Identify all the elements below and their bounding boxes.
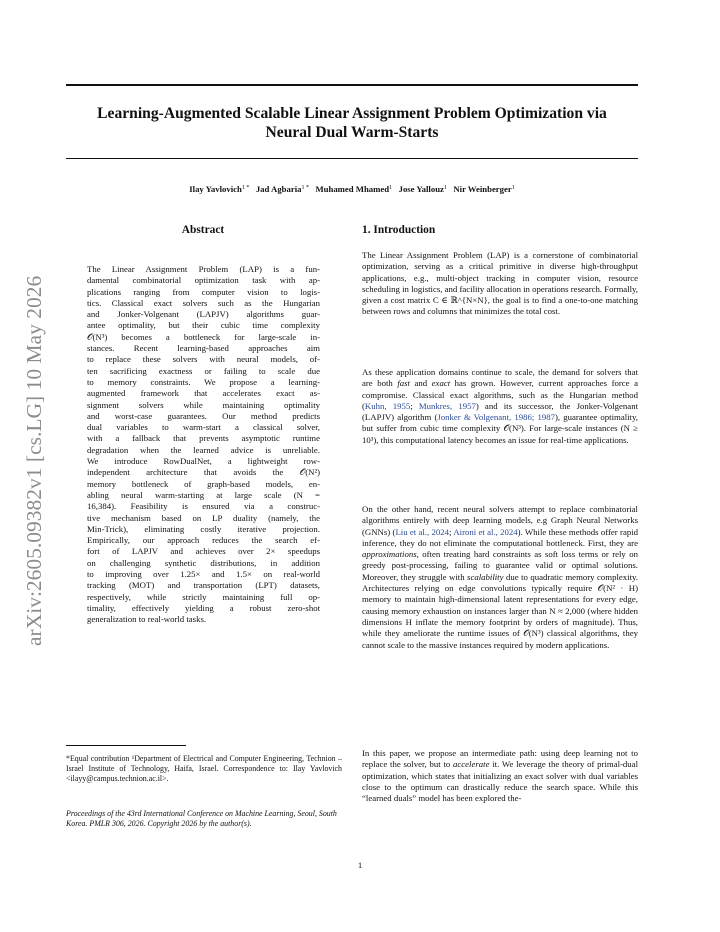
abstract-line: tive mechanism based on LP duality (namely, the [87, 512, 320, 523]
abstract-line: 𝒪(N³) becomes a bottleneck for large-scale in- [87, 331, 320, 342]
abstract-line: tics. Classical exact solvers such as the Hungarian [87, 297, 320, 308]
abstract-line: and worst-case guarantees. Our method predicts [87, 410, 320, 421]
abstract-line: antee optimality, but their cubic time complexity [87, 320, 320, 331]
abstract-line: and Jonker-Volgenant (LAPJV) algorithms guar- [87, 309, 320, 320]
intro-paragraph-4: In this paper, we propose an intermediate path: using deep learning not to replace the solver, but to accelerate it. We leverage the theory of primal-dual optimization, which states that initializing an exact solver with dual variables close to the optimum can drastically reduce the search space. While this “learned duals” model has been explored the- [362, 748, 638, 804]
intro-paragraph-2: As these application domains continue to scale, the demand for solvers that are both fast and exact has grown. However, current approaches force a compromise. Classical exact algorithms, such as the Hungarian method (Kuhn, 1955; Munkres, 1957) and its successor, the Jonker-Volgenant (LAPJV) algorithm (Jonker & Volgenant, 1986; 1987), guarantee optimality, but suffer from cubic time complexity 𝒪(N³). For large-scale instances (N ≥ 10³), this computational latency becomes an issue for real-time applications. [362, 367, 639, 445]
arxiv-id: arXiv:2605.09382v1 [cs.LG] 10 May 2026 [22, 275, 46, 646]
abstract-line: timality, effectively yielding a robust zero-shot [87, 602, 320, 613]
abstract-line: Min-Trick), eliminating costly iterative projection. [87, 523, 320, 534]
author: Ilay Yavlovich$^{1 *}$ [189, 184, 250, 194]
abstract-line: memory bottleneck of graph-based models, en- [87, 478, 320, 489]
citation-link[interactable]: Liu et al., 2024 [395, 526, 450, 537]
page-number: 1 [357, 860, 363, 870]
intro-paragraph-3: On the other hand, recent neural solvers attempt to replace combinatorial algorithms entirely with deep learning models, e.g Graph Neural Networks (GNNs) (Liu et al., 2024; Aironi et al., 2024). While these methods offer rapid inference, they do not eliminate the computational bottleneck. First, they are approximations, often treating hard constraints as soft loss terms or rely on greedy post-processing, failing to guarantee valid or optimal solutions. Moreover, they struggle with scalability due to quadratic memory complexity. Architectures relying on edge convolutions typically require 𝒪(N² · H) memory to maintain high-dimensional latent representations for every edge, causing memory exhaustion on instances larger than N ≈ 2,000 (where hidden dimensions H inflate the memory footprint by orders of magnitude). Thus, while they ameliorate the runtime issues of 𝒪(N³) classical algorithms, they cannot scale to the massive instances required by modern applications. [362, 504, 639, 650]
abstract-line: Empirically, our approach reduces the search ef- [87, 535, 320, 546]
abstract-line: on challenging synthetic distributions, in addition [87, 557, 320, 568]
author-list [66, 184, 638, 194]
introduction-heading: 1. Introduction [362, 224, 436, 236]
citation-link[interactable]: Jonker & Volgenant, 1986; 1987 [437, 412, 555, 423]
abstract-line: ten sacrificing exactness or failing to scale due [87, 365, 320, 376]
footnote: *Equal contribution ¹Department of Electrical and Computer Engineering, Technion – Israel Institute of Technology, Haifa, Israel. Correspondence to: Ilay Yavlovich <ilayy@campus.technion.ac.il>. [66, 754, 342, 783]
abstract-line: signment solvers while maintaining optimality [87, 399, 320, 410]
proceedings-note: Proceedings of the 43rd International Conference on Machine Learning, Seoul, South Korea. PMLR 306, 2026. Copyright 2026 by the author(s). [66, 809, 337, 828]
abstract-body [87, 264, 320, 626]
title-line-2: Neural Dual Warm-Starts [265, 124, 439, 141]
abstract-line: dual variables to warm-start a classical solver, [87, 422, 320, 433]
abstract-line: to memory constraints. We propose a learning- [87, 376, 320, 387]
abstract-line: to improving over 1.25× and 1.5× on real-world [87, 569, 320, 580]
footnote-rule [66, 745, 186, 746]
abstract-line: generalization to real-world tasks. [87, 614, 207, 625]
abstract-line: We introduce RowDualNet, a lightweight row- [87, 456, 320, 467]
abstract-line: augmented framework that accelerates exact as- [87, 388, 320, 399]
abstract-line: abling neural warm-starting at large scale (N = [87, 489, 320, 500]
abstract-line: stances. Recent learning-based approaches aim [87, 343, 320, 354]
author: Jad Agbaria$^{1 *}$ [255, 184, 309, 194]
abstract-line: The Linear Assignment Problem (LAP) is a fun- [87, 264, 320, 274]
title-top-rule [66, 84, 638, 86]
abstract-heading: Abstract [181, 224, 225, 236]
abstract-line: degradation when the learned advice is unreliable. [87, 444, 320, 455]
intro-paragraph-1: The Linear Assignment Problem (LAP) is a cornerstone of combinatorial optimization, serving as a critical primitive in diverse high-throughput applications, e.g., multi-object tracking in computer vision, resource scheduling in logistics, and facility allocation in operations research. Formally, given a cost matrix C ∈ ℝ^{N×N}, the goal is to find a one-to-one matching between rows and columns that minimizes the total cost. [362, 250, 638, 317]
paper-title [66, 104, 638, 142]
citation-link[interactable]: Munkres, 1957 [418, 400, 476, 411]
arxiv-watermark [24, 256, 44, 646]
abstract-line: fort of LAPJV and achieves over 2× speedups [87, 546, 320, 557]
abstract-line: plications ranging from computer vision to logis- [87, 286, 320, 297]
abstract-line: to replace these solvers with neural models, of- [87, 354, 320, 365]
citation-link[interactable]: Kuhn, 1955 [364, 400, 411, 411]
abstract-line: independent architecture that avoids the 𝒪(N²) [87, 467, 320, 478]
abstract-line: damental combinatorial optimization task with ap- [87, 275, 320, 286]
abstract-line: 16,384). Feasibility is ensured via a construc- [87, 501, 320, 512]
abstract-line: with a fallback that prevents asymptotic runtime [87, 433, 320, 444]
citation-link[interactable]: Aironi et al., 2024 [453, 526, 518, 537]
author: Muhamed Mhamed$^1$ [315, 184, 393, 194]
abstract-line: tracking (MOT) and transportation (LPT) datasets, [87, 580, 320, 591]
title-line-1: Learning-Augmented Scalable Linear Assignment Problem Optimization via [97, 105, 607, 122]
author: Jose Yallouz$^1$ [398, 184, 447, 194]
abstract-line: respectively, while strictly maintaining full op- [87, 591, 320, 602]
title-bottom-rule [66, 158, 638, 159]
author: Nir Weinberger$^1$ [453, 184, 515, 194]
